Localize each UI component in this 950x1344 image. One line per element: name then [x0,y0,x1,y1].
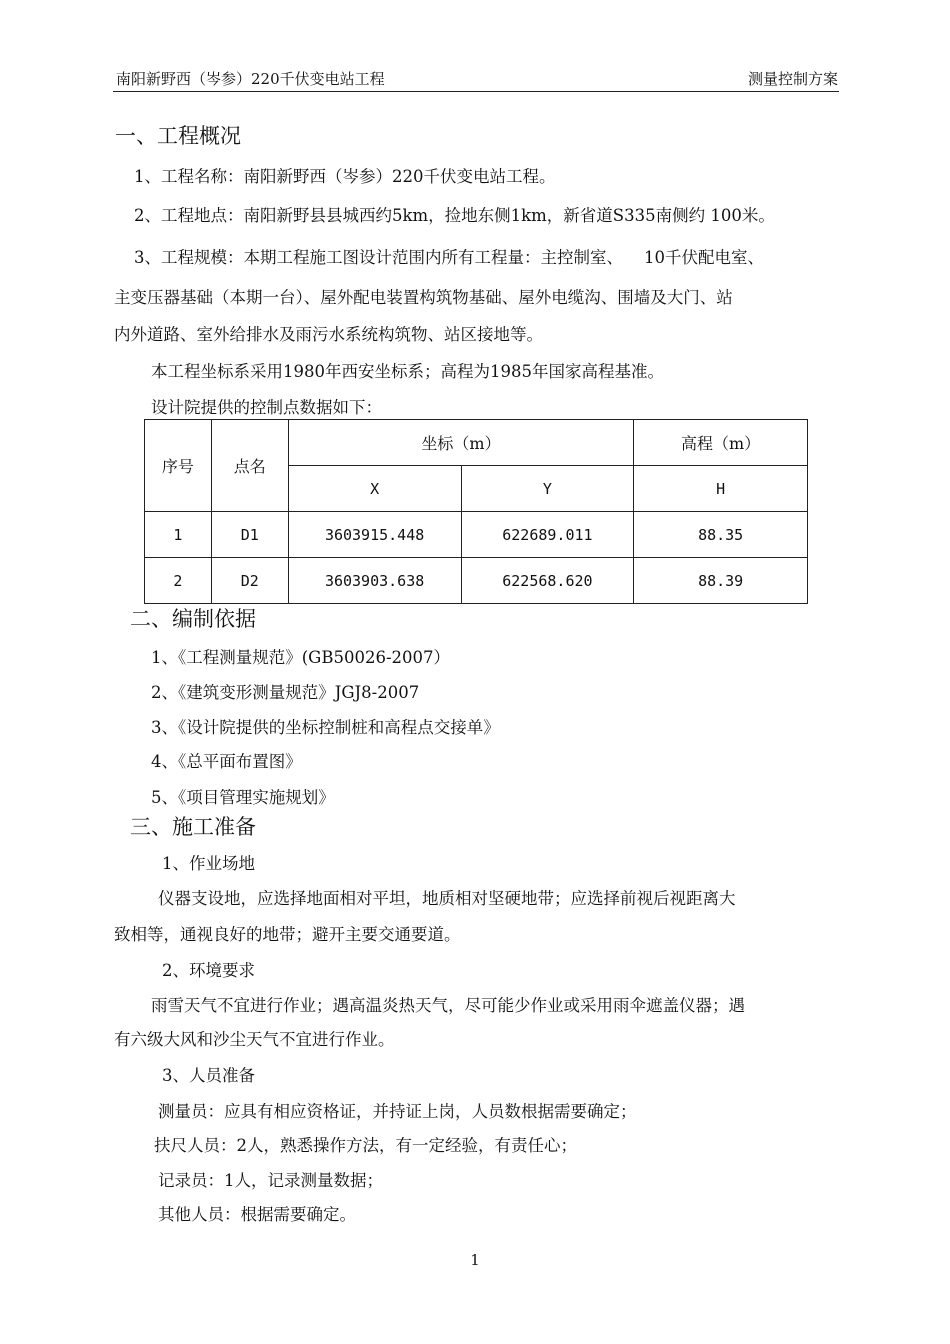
environment-line1: 雨雪天气不宜进行作业；遇高温炎热天气，尽可能少作业或采用雨伞遮盖仪器；遇 [151,996,745,1015]
staff-item: 扶尺人员：2人，熟悉操作方法，有一定经验，有责任心； [154,1136,577,1155]
basis-item: 5、《项目管理实施规划》 [151,788,335,807]
col-name-header: 点名 [211,420,288,512]
header-rule [113,91,839,92]
page-number: 1 [470,1251,480,1269]
header-project-title: 南阳新野西（岑参）220千伏变电站工程 [116,70,385,88]
work-site-line1: 仪器支设地，应选择地面相对平坦，地质相对坚硬地带；应选择前视后视距离大 [158,889,736,908]
project-scope-line1: 3、工程规模：本期工程施工图设计范围内所有工程量：主控制室、 10千伏配电室、 [134,248,764,267]
cell-x: 3603903.638 [288,558,461,604]
col-coord-header: 坐标（m） [288,420,634,466]
coordinate-system-note: 本工程坐标系采用1980年西安坐标系；高程为1985年国家高程基准。 [151,362,664,381]
project-name-item: 1、工程名称：南阳新野西（岑参）220千伏变电站工程。 [134,167,556,186]
cell-name: D1 [211,512,288,558]
cell-x: 3603915.448 [288,512,461,558]
table-row [145,512,808,558]
project-scope-line2: 主变压器基础（本期一台）、屋外配电装置构筑物基础、屋外电缆沟、围墙及大门、站 [114,288,733,307]
subheader-x: X [288,466,461,512]
table-row [145,558,808,604]
staff-heading: 3、人员准备 [162,1066,255,1085]
cell-seq: 2 [145,558,212,604]
header-doc-title: 测量控制方案 [747,70,838,88]
work-site-line2: 致相等，通视良好的地带；避开主要交通要道。 [114,925,461,944]
basis-item: 2、《建筑变形测量规范》JGJ8-2007 [151,683,420,702]
section3-title: 三、施工准备 [130,815,256,839]
work-site-heading: 1、作业场地 [162,854,255,873]
cell-name: D2 [211,558,288,604]
section2-title: 二、编制依据 [130,607,256,631]
col-seq-header: 序号 [145,420,212,512]
staff-item: 其他人员：根据需要确定。 [158,1205,356,1224]
staff-item: 记录员：1人，记录测量数据； [158,1171,383,1190]
cell-seq: 1 [145,512,212,558]
col-elev-header: 高程（m） [634,420,808,466]
table-intro: 设计院提供的控制点数据如下： [151,398,382,417]
subheader-y: Y [461,466,634,512]
cell-h: 88.35 [634,512,808,558]
basis-item: 1、《工程测量规范》(GB50026-2007） [151,648,451,667]
basis-item: 3、《设计院提供的坐标控制桩和高程点交接单》 [151,718,500,737]
staff-item: 测量员：应具有相应资格证，并持证上岗，人员数根据需要确定； [158,1102,637,1121]
subheader-h: H [634,466,808,512]
basis-item: 4、《总平面布置图》 [151,752,302,771]
cell-y: 622568.620 [461,558,634,604]
environment-line2: 有六级大风和沙尘天气不宜进行作业。 [114,1030,395,1049]
project-scope-line3: 内外道路、室外给排水及雨污水系统构筑物、站区接地等。 [114,325,543,344]
cell-h: 88.39 [634,558,808,604]
cell-y: 622689.011 [461,512,634,558]
environment-heading: 2、环境要求 [162,961,255,980]
section1-title: 一、工程概况 [115,124,241,148]
project-location-item: 2、工程地点：南阳新野县县城西约5km，捡地东侧1km，新省道S335南侧约 100米。 [134,206,775,225]
control-point-table [144,419,808,604]
